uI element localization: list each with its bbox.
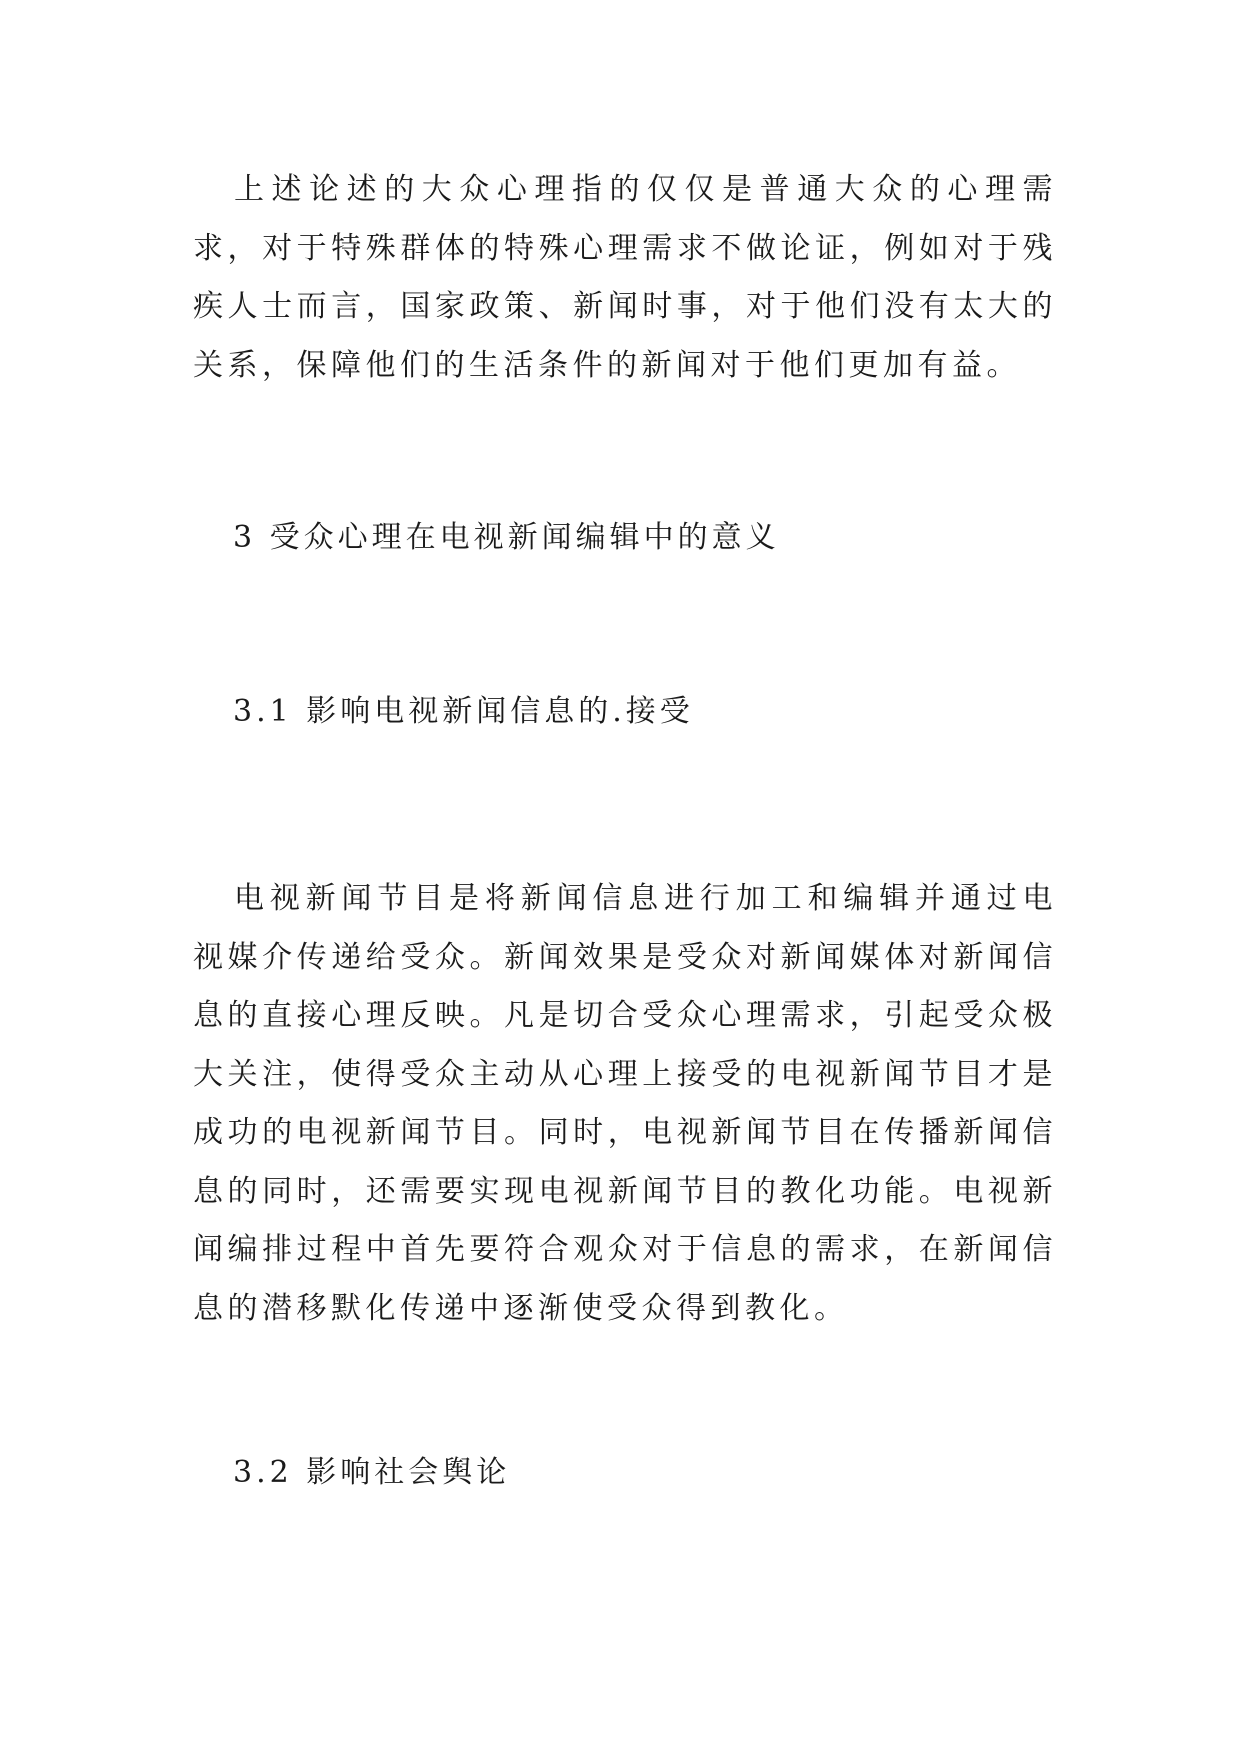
section-heading-3: 3 受众心理在电视新闻编辑中的意义 [233, 520, 780, 555]
subsection-heading-3-2: 3.2 影响社会舆论 [233, 1455, 511, 1490]
paragraph-mass-psychology: 上述论述的大众心理指的仅仅是普通大众的心理需求，对于特殊群体的特殊心理需求不做论证，例如对于残疾人士而言，国家政策、新闻时事，对于他们没有太大的关系，保障他们的生活条件的新闻对于他们更加有益。 [193, 172, 1057, 383]
subsection-heading-3-1: 3.1 影响电视新闻信息的.接受 [233, 694, 694, 729]
paragraph-tv-news-reception: 电视新闻节目是将新闻信息进行加工和编辑并通过电视媒介传递给受众。新闻效果是受众对新闻媒体对新闻信息的直接心理反映。凡是切合受众心理需求，引起受众极大关注，使得受众主动从心理上接受的电视新闻节目才是成功的电视新闻节目。同时，电视新闻节目在传播新闻信息的同时，还需要实现电视新闻节目的教化功能。电视新闻编排过程中首先要符合观众对于信息的需求，在新闻信息的潜移默化传递中逐渐使受众得到教化。 [193, 881, 1057, 1326]
